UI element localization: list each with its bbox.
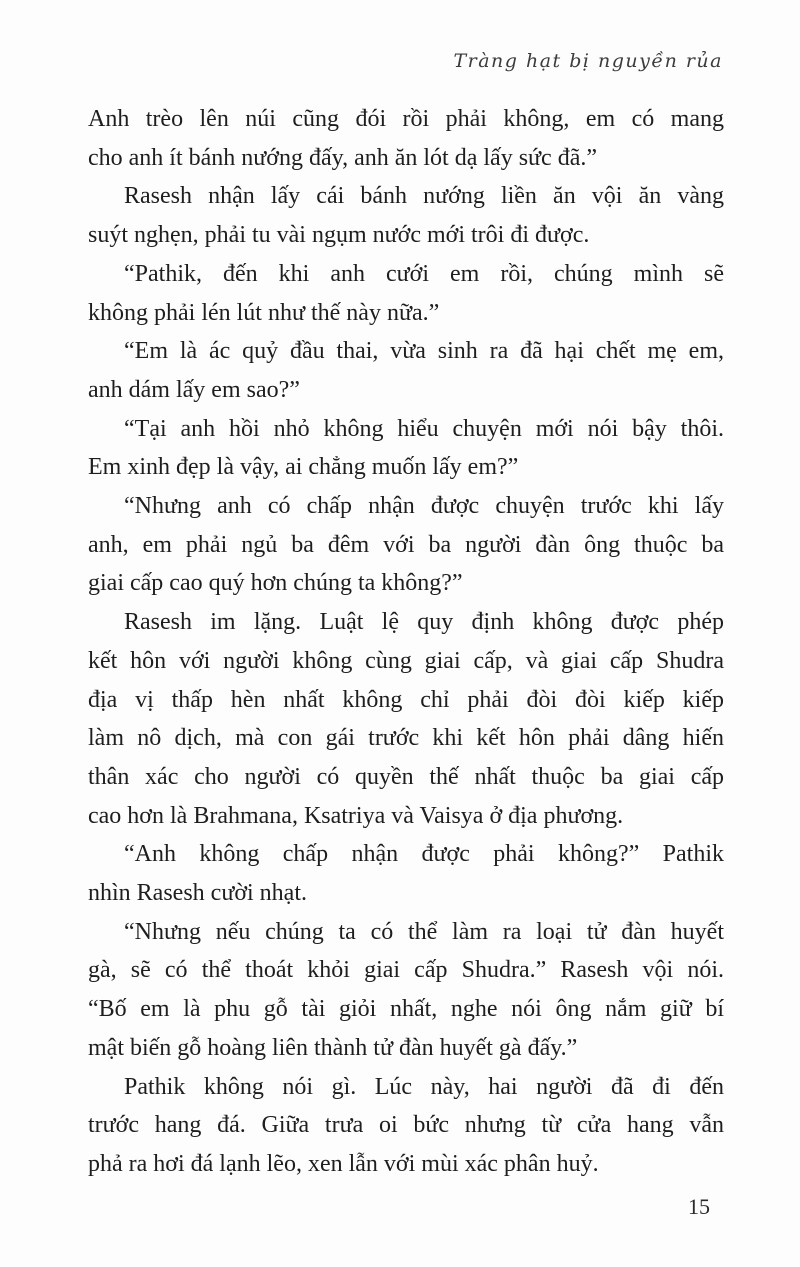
text-line: anh, em phải ngủ ba đêm với ba người đàn ông thuộc ba <box>88 531 724 558</box>
paragraph <box>88 332 724 409</box>
text-block <box>88 100 724 1184</box>
text-line: không phải lén lút như thế này nữa.” <box>88 299 440 326</box>
text-line: giai cấp cao quý hơn chúng ta không?” <box>88 570 463 597</box>
paragraph <box>88 410 724 487</box>
text-line: Anh trèo lên núi cũng đói rồi phải không, em có mang <box>88 106 724 132</box>
text-line: địa vị thấp hèn nhất không chỉ phải đòi đòi kiếp kiếp <box>88 686 724 713</box>
paragraph <box>88 177 724 254</box>
paragraph <box>88 255 724 332</box>
text-line: nhìn Rasesh cười nhạt. <box>88 880 307 907</box>
text-line: Pathik không nói gì. Lúc này, hai người đã đi đến <box>124 1073 724 1100</box>
paragraph <box>88 100 724 177</box>
paragraph <box>88 913 724 1068</box>
text-line: “Pathik, đến khi anh cưới em rồi, chúng mình sẽ <box>124 260 724 287</box>
paragraph <box>88 1068 724 1184</box>
text-line: anh dám lấy em sao?” <box>88 376 300 403</box>
running-header: Tràng hạt bị nguyền rủa <box>453 50 723 72</box>
text-line: Rasesh im lặng. Luật lệ quy định không được phép <box>124 609 724 636</box>
text-line: phả ra hơi đá lạnh lẽo, xen lẫn với mùi xác phân huỷ. <box>88 1150 599 1177</box>
paragraph <box>88 603 724 835</box>
text-line: cao hơn là Brahmana, Ksatriya và Vaisya ở địa phương. <box>88 802 624 829</box>
text-line: làm nô dịch, mà con gái trước khi kết hôn phải dâng hiến <box>88 725 724 752</box>
text-line: “Nhưng anh có chấp nhận được chuyện trước khi lấy <box>124 493 724 520</box>
text-line: “Tại anh hồi nhỏ không hiểu chuyện mới nói bậy thôi. <box>124 415 724 442</box>
text-line: cho anh ít bánh nướng đấy, anh ăn lót dạ lấy sức đã.” <box>88 144 598 171</box>
text-line: “Nhưng nếu chúng ta có thể làm ra loại tử đàn huyết <box>124 918 724 945</box>
page-number: 15 <box>688 1194 710 1219</box>
text-line: Em xinh đẹp là vậy, ai chẳng muốn lấy em?” <box>88 454 519 481</box>
text-line: “Anh không chấp nhận được phải không?” Pathik <box>124 841 724 868</box>
text-line: kết hôn với người không cùng giai cấp, và giai cấp Shudra <box>88 647 724 674</box>
text-line: gà, sẽ có thể thoát khỏi giai cấp Shudra.” Rasesh vội nói. <box>88 957 724 984</box>
paragraph <box>88 487 724 603</box>
text-line: suýt nghẹn, phải tu vài ngụm nước mới trôi đi được. <box>88 222 590 249</box>
paragraph <box>88 835 724 912</box>
text-line: thân xác cho người có quyền thế nhất thuộc ba giai cấp <box>88 763 724 790</box>
text-line: Rasesh nhận lấy cái bánh nướng liền ăn vội ăn vàng <box>124 183 724 210</box>
text-line: trước hang đá. Giữa trưa oi bức nhưng từ cửa hang vẫn <box>88 1112 724 1139</box>
text-line: “Em là ác quỷ đầu thai, vừa sinh ra đã hại chết mẹ em, <box>124 338 724 365</box>
text-line: mật biến gỗ hoàng liên thành tử đàn huyết gà đấy.” <box>88 1034 578 1061</box>
text-line: “Bố em là phu gỗ tài giỏi nhất, nghe nói ông nắm giữ bí <box>88 996 724 1023</box>
